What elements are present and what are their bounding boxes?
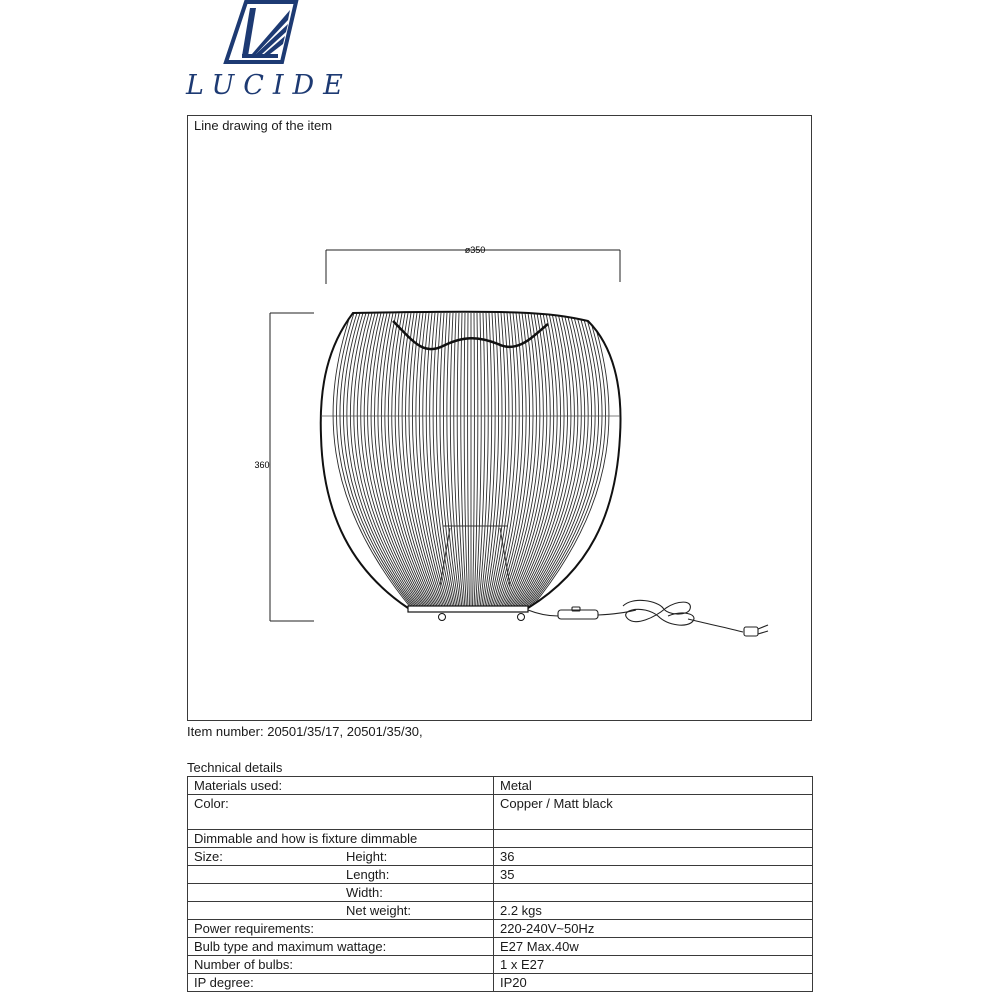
row-value <box>494 830 813 848</box>
technical-details-table <box>187 776 813 992</box>
row-value: 2.2 kgs <box>494 902 813 920</box>
sub-label: Width: <box>346 885 383 900</box>
power-cable <box>528 600 768 636</box>
row-value: Metal <box>494 777 813 795</box>
table-row <box>188 956 813 974</box>
size-label: Size: <box>194 849 223 864</box>
height-dimension <box>270 313 314 621</box>
table-row <box>188 777 813 795</box>
table-row <box>188 938 813 956</box>
row-value: 220-240V~50Hz <box>494 920 813 938</box>
table-row <box>188 848 813 866</box>
shade-rib <box>480 313 492 608</box>
table-row <box>188 902 813 920</box>
row-value: IP20 <box>494 974 813 992</box>
lamp-shade <box>333 313 609 608</box>
table-row <box>188 920 813 938</box>
sub-label: Length: <box>346 867 390 882</box>
sub-label: Height: <box>346 849 388 864</box>
row-value: 36 <box>494 848 813 866</box>
row-value <box>494 884 813 902</box>
table-row <box>188 830 813 848</box>
sub-label: Net weight: <box>346 903 412 918</box>
shade-rib <box>447 313 461 608</box>
drawing-label: Line drawing of the item <box>194 118 333 133</box>
diameter-dimension <box>326 250 620 284</box>
row-value: 1 x E27 <box>494 956 813 974</box>
table-row <box>188 884 813 902</box>
shade-rib <box>450 313 462 608</box>
line-drawing-panel <box>187 115 812 721</box>
table-row <box>188 866 813 884</box>
row-value: 35 <box>494 866 813 884</box>
table-row <box>188 795 813 830</box>
technical-details-title: Technical details <box>187 760 283 775</box>
row-label <box>188 848 494 866</box>
table-row <box>188 974 813 992</box>
item-number-line <box>187 724 423 739</box>
shade-rib <box>482 313 496 608</box>
row-label: Number of bulbs: <box>188 956 494 974</box>
row-label: Materials used: <box>188 777 494 795</box>
shade-rib <box>437 313 456 608</box>
row-label <box>188 866 494 884</box>
diameter-text: ø350 <box>464 245 486 255</box>
brand-wordmark: LUCIDE <box>186 70 352 101</box>
row-label: IP degree: <box>188 974 494 992</box>
item-number-value: 20501/35/17, 20501/35/30, <box>267 724 423 739</box>
logo-mark-icon <box>226 2 296 62</box>
row-label: Power requirements: <box>188 920 494 938</box>
row-value: Copper / Matt black <box>494 795 813 830</box>
row-label: Bulb type and maximum wattage: <box>188 938 494 956</box>
shade-rib <box>473 313 475 608</box>
row-label <box>188 884 494 902</box>
shade-rib <box>468 313 470 608</box>
row-label <box>188 902 494 920</box>
item-number-label: Item number: <box>187 724 264 739</box>
height-text: 360 <box>254 460 270 470</box>
row-label: Color: <box>188 795 494 830</box>
lamp-base <box>408 606 528 612</box>
lamp-line-drawing <box>188 116 811 720</box>
shade-rib <box>486 313 505 608</box>
row-label: Dimmable and how is fixture dimmable <box>188 830 494 848</box>
row-value: E27 Max.40w <box>494 938 813 956</box>
